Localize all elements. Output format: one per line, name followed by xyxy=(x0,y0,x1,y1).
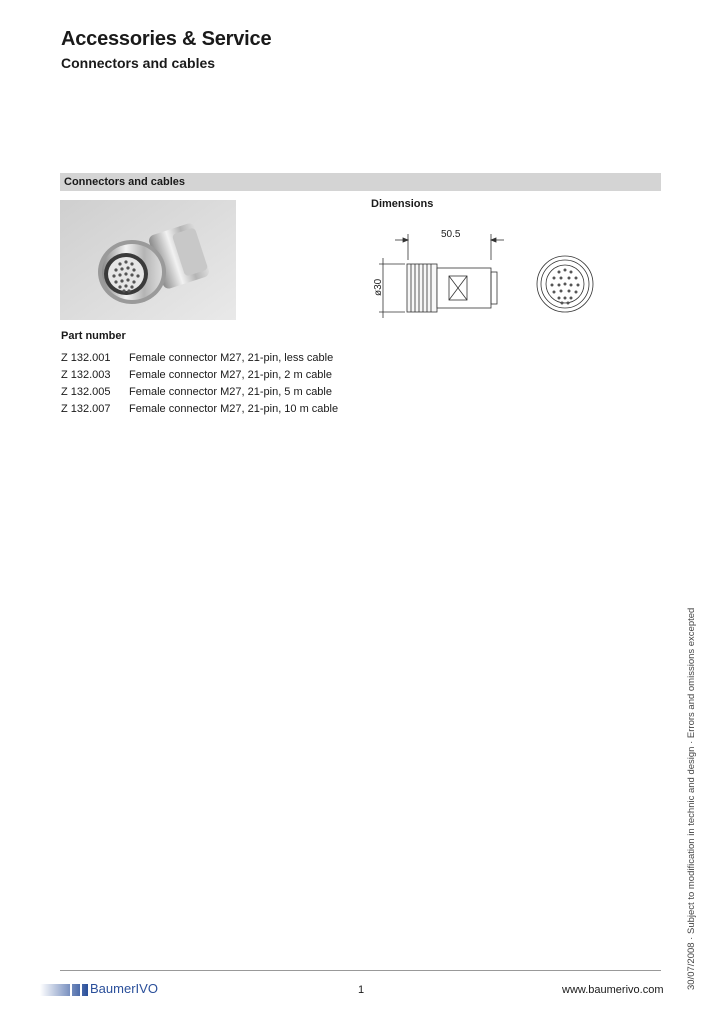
logo-gradient-icon xyxy=(40,984,88,996)
page-subtitle: Connectors and cables xyxy=(61,55,216,71)
dimensions-title: Dimensions xyxy=(371,198,434,210)
section-header: Connectors and cables xyxy=(60,173,661,191)
side-note: 30/07/2008 · Subject to modification in technic and design · Errors and omissions excepted xyxy=(686,607,697,990)
dimension-drawing xyxy=(365,220,595,320)
list-item xyxy=(61,367,338,384)
dimension-diameter-label: ø30 xyxy=(373,278,384,296)
part-number-title: Part number xyxy=(61,330,126,342)
logo-suffix: IVO xyxy=(135,981,158,996)
part-code: Z 132.007 xyxy=(61,403,111,415)
brand-logo xyxy=(90,981,158,996)
list-item xyxy=(61,384,338,401)
part-description: Female connector M27, 21-pin, less cable xyxy=(129,352,334,364)
part-description: Female connector M27, 21-pin, 2 m cable xyxy=(129,369,332,381)
connector-photo-icon xyxy=(60,200,236,320)
part-code: Z 132.003 xyxy=(61,369,111,381)
dimension-length-label: 50.5 xyxy=(441,229,461,240)
logo-brand: Baumer xyxy=(90,981,136,996)
list-item xyxy=(61,401,338,418)
page-number: 1 xyxy=(358,984,365,996)
part-code: Z 132.001 xyxy=(61,352,111,364)
part-number-list xyxy=(61,350,338,418)
part-description: Female connector M27, 21-pin, 5 m cable xyxy=(129,386,332,398)
page-title: Accessories & Service xyxy=(61,28,272,50)
footer-divider xyxy=(60,970,661,971)
part-description: Female connector M27, 21-pin, 10 m cable xyxy=(129,403,339,415)
list-item xyxy=(61,350,338,367)
website-link[interactable]: www.baumerivo.com xyxy=(562,984,664,996)
part-code: Z 132.005 xyxy=(61,386,111,398)
